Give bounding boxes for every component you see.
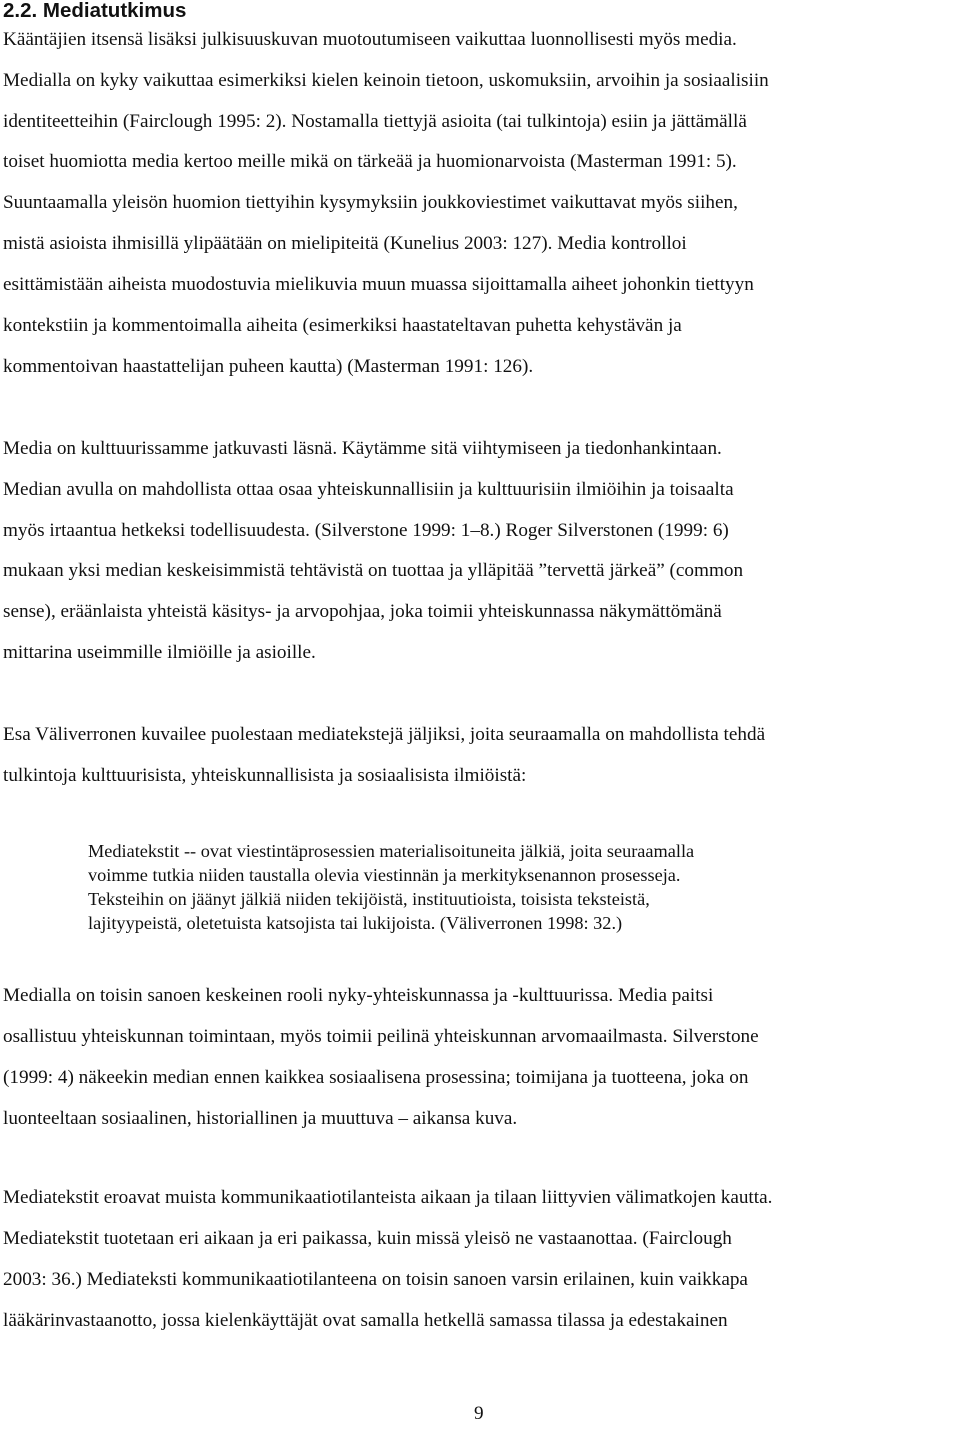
paragraph-line: Kääntäjien itsensä lisäksi julkisuuskuvan muotoutumiseen vaikuttaa luonnollisesti myös media. (3, 29, 737, 50)
paragraph-line: Mediatekstit eroavat muista kommunikaatiotilanteista aikaan ja tilaan liittyvien välimatkojen kautta. (3, 1187, 773, 1208)
paragraph-line: Media on kulttuurissamme jatkuvasti läsnä. Käytämme sitä viihtymiseen ja tiedonhankintaan. (3, 438, 722, 459)
paragraph-line: Mediatekstit tuotetaan eri aikaan ja eri paikassa, kuin missä yleisö ne vastaanottaa. (Fairclough (3, 1228, 732, 1249)
paragraph-line: Suuntaamalla yleisön huomion tiettyihin kysymyksiin joukkoviestimet vaikuttavat myös siihen, (3, 192, 738, 213)
paragraph-line: toiset huomiotta media kertoo meille mikä on tärkeää ja huomionarvoista (Masterman 1991: 5). (3, 151, 737, 172)
paragraph-line: (1999: 4) näkeekin median ennen kaikkea sosiaalisena prosessina; toimijana ja tuotteena, joka on (3, 1067, 749, 1088)
paragraph-line: Median avulla on mahdollista ottaa osaa yhteiskunnallisiin ja kulttuurisiin ilmiöihin ja toisaalta (3, 479, 734, 500)
page-number: 9 (474, 1403, 484, 1424)
paragraph-line: Medialla on kyky vaikuttaa esimerkiksi kielen keinoin tietoon, uskomuksiin, arvoihin ja sosiaalisiin (3, 70, 769, 91)
quote-line: Teksteihin on jäänyt jälkiä niiden tekijöistä, instituutioista, toisista teksteistä, (88, 889, 650, 909)
paragraph-line: tulkintoja kulttuurisista, yhteiskunnallisista ja sosiaalisista ilmiöistä: (3, 765, 527, 786)
paragraph-line: mittarina useimmille ilmiöille ja asioille. (3, 642, 316, 663)
paragraph-line: sense), eräänlaista yhteistä käsitys- ja arvopohjaa, joka toimii yhteiskunnassa näkymättömänä (3, 601, 722, 622)
quote-line: Mediatekstit -- ovat viestintäprosessien materialisoituneita jälkiä, joita seuraamalla (88, 841, 695, 861)
paragraph-line: Medialla on toisin sanoen keskeinen rooli nyky-yhteiskunnassa ja -kulttuurissa. Media paitsi (3, 985, 714, 1006)
quote-line: lajityypeistä, oletetuista katsojista tai lukijoista. (Väliverronen 1998: 32.) (88, 913, 623, 933)
paragraph-line: luonteeltaan sosiaalinen, historiallinen ja muuttuva – aikansa kuva. (3, 1108, 518, 1129)
quote-line: voimme tutkia niiden taustalla olevia viestinnän ja merkityksenannon prosesseja. (88, 865, 681, 885)
paragraph-line: myös irtaantua hetkeksi todellisuudesta. (Silverstone 1999: 1–8.) Roger Silverstonen (1999: 6) (3, 520, 729, 541)
paragraph-line: kommentoivan haastattelijan puheen kautta) (Masterman 1991: 126). (3, 356, 534, 377)
paragraph-line: 2003: 36.) Mediateksti kommunikaatiotilanteena on toisin sanoen varsin erilainen, kuin vaikkapa (3, 1269, 748, 1290)
paragraph-line: mukaan yksi median keskeisimmistä tehtävistä on tuottaa ja ylläpitää ”tervettä järkeä” (common (3, 560, 744, 581)
paragraph-line: mistä asioista ihmisillä ylipäätään on mielipiteitä (Kunelius 2003: 127). Media kontrolloi (3, 233, 687, 254)
paragraph-line: identiteetteihin (Fairclough 1995: 2). Nostamalla tiettyjä asioita (tai tulkintoja) esiin ja jättämällä (3, 111, 747, 132)
paragraph-line: Esa Väliverronen kuvailee puolestaan mediatekstejä jäljiksi, joita seuraamalla on mahdollista tehdä (3, 724, 766, 745)
section-heading: 2.2. Mediatutkimus (3, 0, 187, 22)
paragraph-line: osallistuu yhteiskunnan toimintaan, myös toimii peilinä yhteiskunnan arvomaailmasta. Silverstone (3, 1026, 759, 1047)
paragraph-line: kontekstiin ja kommentoimalla aiheita (esimerkiksi haastateltavan puhetta kehystävän ja (3, 315, 682, 336)
paragraph-line: esittämistään aiheista muodostuvia mielikuvia muun muassa sijoittamalla aiheet johonkin tiettyyn (3, 274, 754, 295)
paragraph-line: lääkärinvastaanotto, jossa kielenkäyttäjät ovat samalla hetkellä samassa tilassa ja edestakainen (3, 1310, 728, 1331)
